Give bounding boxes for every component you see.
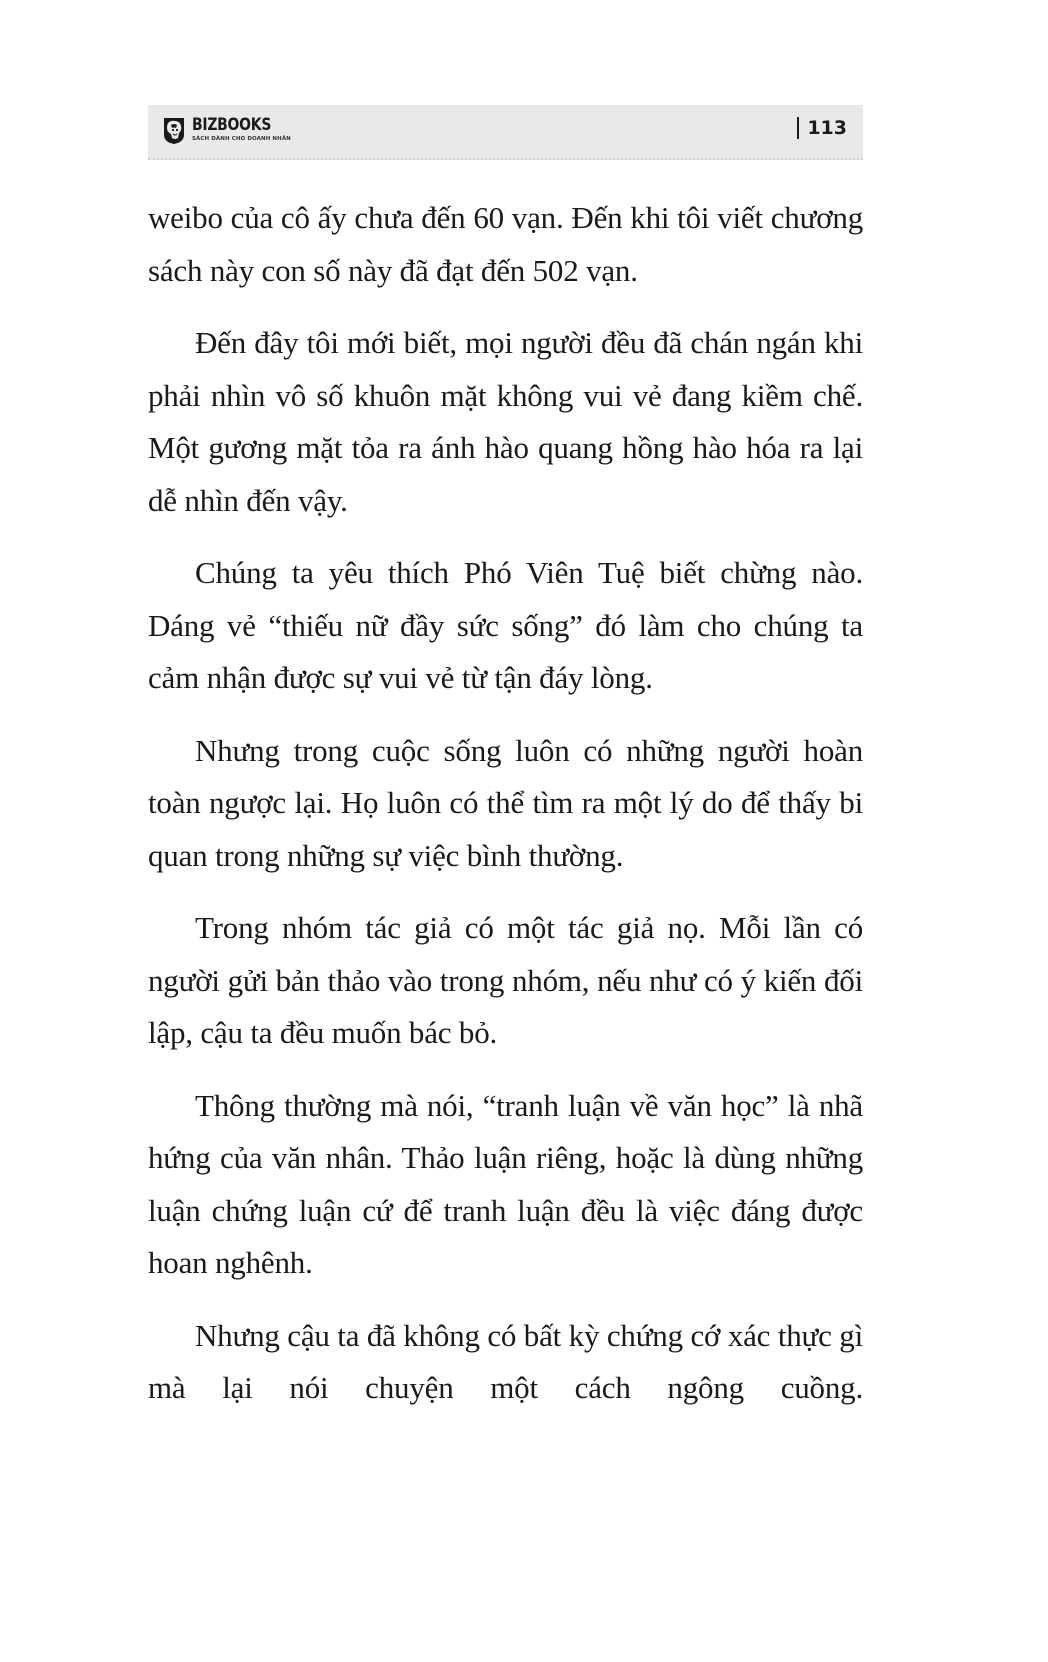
paragraph-5: Trong nhóm tác giả có một tác giả nọ. Mỗi lần có người gửi bản thảo vào trong nhóm, nếu như có ý kiến đối lập, cậu ta đều muốn bác bỏ.: [148, 910, 863, 1050]
logo-text: [192, 117, 291, 143]
page-number-divider: [797, 117, 799, 139]
paragraph-3: Chúng ta yêu thích Phó Viên Tuệ biết chừng nào. Dáng vẻ “thiếu nữ đầy sức sống” đó làm cho chúng ta cảm nhận được sự vui vẻ từ tận đáy lòng.: [148, 555, 863, 695]
paragraph-1: weibo của cô ấy chưa đến 60 vạn. Đến khi tôi viết chương sách này con số này đã đạt đến 502 vạn.: [148, 200, 863, 288]
page-number-block: [797, 117, 847, 139]
brand-tagline: SÁCH DÀNH CHO DOANH NHÂN: [192, 136, 291, 143]
page-header: [148, 105, 863, 160]
paragraph-7: Nhưng cậu ta đã không có bất kỳ chứng cớ xác thực gì mà lại nói chuyện một cách ngông cuồng.: [148, 1317, 863, 1405]
body-text: [148, 192, 863, 1435]
page-number: 113: [807, 117, 847, 139]
publisher-logo: [162, 115, 291, 145]
paragraph-2: Đến đây tôi mới biết, mọi người đều đã chán ngán khi phải nhìn vô số khuôn mặt không vui vẻ đang kiềm chế. Một gương mặt tỏa ra ánh hào quang hồng hào hóa ra lại dễ nhìn đến vậy.: [148, 325, 863, 518]
brand-name: BIZBOOKS: [192, 115, 272, 136]
paragraph-6: Thông thường mà nói, “tranh luận về văn học” là nhã hứng của văn nhân. Thảo luận riêng, hoặc là dùng những luận chứng luận cứ để tranh luận đều là việc đáng được hoan nghênh.: [148, 1087, 863, 1280]
lion-head-icon: [162, 115, 186, 145]
paragraph-4: Nhưng trong cuộc sống luôn có những người hoàn toàn ngược lại. Họ luôn có thể tìm ra một lý do để thấy bi quan trong những sự việc bình thường.: [148, 732, 863, 873]
